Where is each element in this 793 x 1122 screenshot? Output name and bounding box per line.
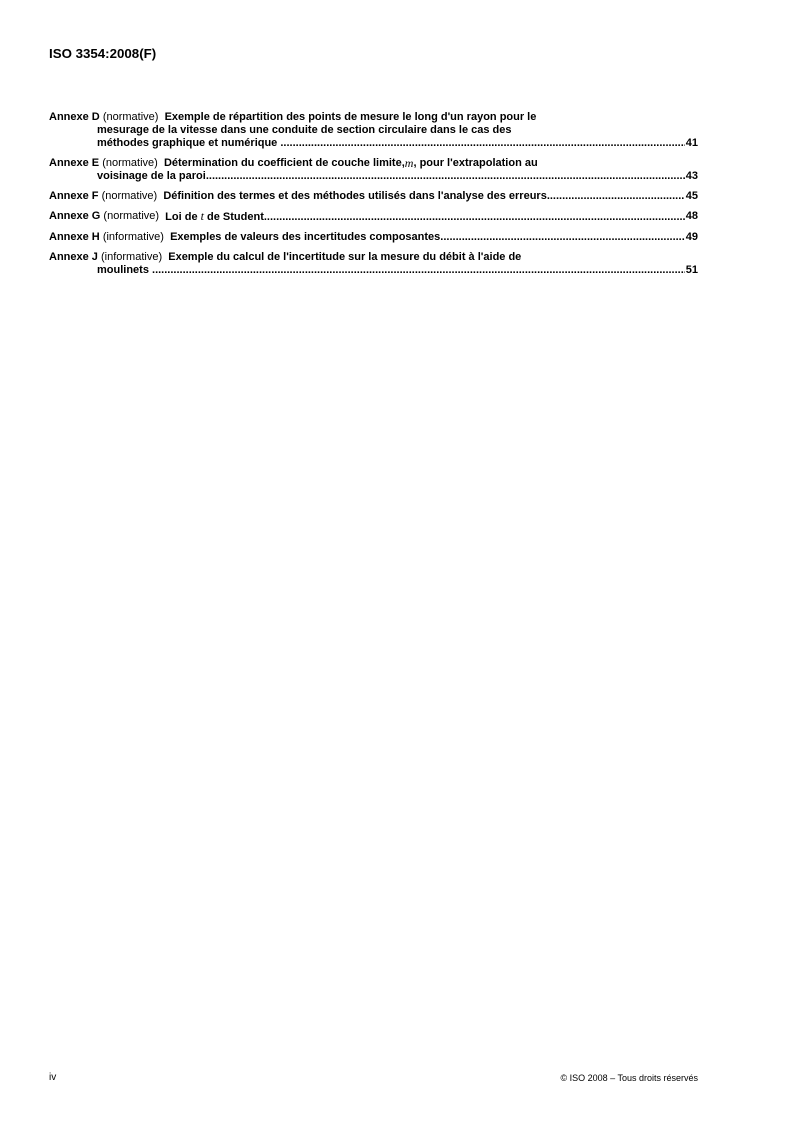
annex-title-continued: mesurage de la vitesse dans une conduite de section circulaire dans le cas des xyxy=(97,124,512,136)
dot-leader xyxy=(152,264,685,277)
annex-title: Détermination du coefficient de couche limite, xyxy=(163,157,405,169)
annex-type: (informative) xyxy=(102,231,164,243)
toc-entry-annexe-h[interactable] xyxy=(49,231,698,244)
annex-title: Exemple de répartition des points de mesure le long d'un rayon pour le xyxy=(164,111,537,123)
annex-title-continued: voisinage de la paroi xyxy=(97,170,206,182)
page-number-footer: iv xyxy=(49,1072,57,1083)
annex-type: (normative) xyxy=(102,157,158,169)
dot-leader xyxy=(206,170,685,183)
annex-title: Loi de xyxy=(165,211,201,223)
annex-type: (normative) xyxy=(103,210,160,222)
toc-entry-annexe-d[interactable] xyxy=(49,111,698,150)
document-id-header: ISO 3354:2008(F) xyxy=(49,46,157,61)
annex-title: Exemple du calcul de l'incertitude sur la mesure du débit à l'aide de xyxy=(168,251,522,263)
dot-leader xyxy=(440,231,684,244)
page-number: 43 xyxy=(685,170,698,182)
page-number: 48 xyxy=(685,210,698,222)
annex-title: de Student xyxy=(203,211,264,223)
annex-type: (normative) xyxy=(101,190,158,202)
annex-type: (informative) xyxy=(100,251,163,263)
dot-leader xyxy=(547,190,685,203)
table-of-contents xyxy=(49,111,698,284)
page-number: 49 xyxy=(685,231,698,243)
toc-entry-annexe-e[interactable] xyxy=(49,157,698,183)
annex-title-continued: moulinets xyxy=(97,264,149,276)
annex-label: Annexe F xyxy=(49,190,99,202)
annex-title: Exemples de valeurs des incertitudes composantes xyxy=(170,231,441,243)
annex-label: Annexe D xyxy=(49,111,100,123)
annex-label: Annexe G xyxy=(49,210,101,222)
dot-leader xyxy=(280,137,684,150)
annex-title-continued: méthodes graphique et numérique xyxy=(97,137,278,149)
toc-entry-annexe-g[interactable] xyxy=(49,210,698,224)
annex-type: (normative) xyxy=(102,111,159,123)
page-number: 51 xyxy=(685,264,698,276)
annex-label: Annexe H xyxy=(49,231,100,243)
math-symbol-t: t xyxy=(200,210,204,223)
annex-label: Annexe E xyxy=(49,157,100,169)
annex-title: , pour l'extrapolation au xyxy=(413,157,538,169)
toc-entry-annexe-f[interactable] xyxy=(49,190,698,203)
annex-title: Définition des termes et des méthodes utilisés dans l'analyse des erreurs xyxy=(163,190,547,202)
page-number: 45 xyxy=(685,190,698,202)
math-symbol-m: m xyxy=(404,156,414,170)
annex-label: Annexe J xyxy=(49,251,98,263)
toc-entry-annexe-j[interactable] xyxy=(49,251,698,277)
dot-leader xyxy=(264,211,685,224)
copyright-notice: © ISO 2008 – Tous droits réservés xyxy=(560,1073,698,1083)
page-number: 41 xyxy=(685,137,698,149)
